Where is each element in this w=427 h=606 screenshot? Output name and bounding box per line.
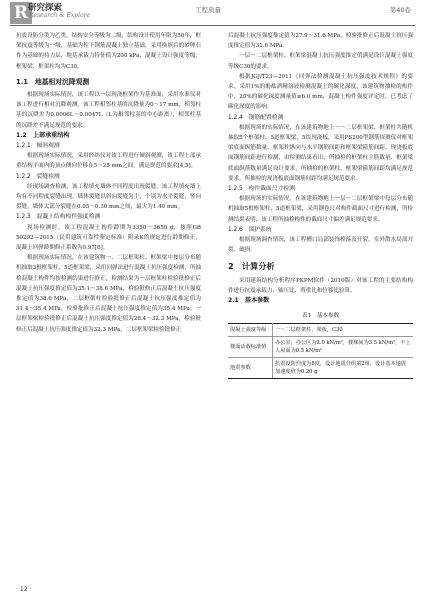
section-heading: 1.2 上部承重结构 [16,131,70,139]
paragraph: 采用建筑结构分析程序PKPM软件（2010版）对该工程的主要结构构件进行抗震承载力、轴压比、剪重比和位移比验算。 [228,277,413,294]
paragraph: 根据现场实际情况，采用经纬仪对该工程进行倾斜观测，该工程上部承重结构平面内的顶点侧向位移在5～25 mm之间，满足规范的要求[4,5]。 [16,153,201,170]
table-cell: 混凝土强度等级 [228,324,273,337]
table-caption: 表1 基本参数 [301,313,340,320]
paragraph: 根据现场实际情况，在该建筑物一、二层框架柱、框架梁中按层分布随机抽取3根框架柱、5道框架梁，采用回弹法进行混凝土抗压强度检测，所抽检混凝土构件均按检测结果进行修正，检测结果为一层框架柱检验批修正后混凝土抗压强度推定值为35.1～38.6 MPa，检验批修正后混凝土抗压强度推定值为38.6 MPa，二层框架柱检验批修正后混凝土抗压强度推定值为31.4～35.4 MPa，检验批修正后混凝土抗压强度推定值为35.4 MPa；一层框架梁检验批修正后混凝土抗压强度推定值为28.4～32.3 MPa，检验批修正后混凝土抗压强度推定值为32.3 MPa，二层框架梁检验批修正 [16,255,201,333]
parameters-table [228,323,413,379]
paragraph: 根据现场的实际情况，在该建筑物地上一层～二层框架梁中每层分布随机抽取5根框架柱、5道框架梁，采用钢卷尺对构件截面尺寸进行检测，所检测结果表明，该工程所抽检构件的截面尺寸偏差满足规范要求。 [228,196,413,223]
journal-logo: R [10,2,32,24]
header-rule [10,25,415,26]
table-row [228,337,413,358]
page-number: · 12 · [16,586,32,593]
subsection-heading: 1.2.6 围护系统 [228,226,272,233]
paragraph: 后混凝土抗压强度推定值为27.9～31.6 MPa，检验批修正后混凝土抗压强度推定值为31.6 MPa。 [228,33,413,50]
volume-label: 第40卷 [389,6,411,14]
paragraph: 经现场调查检测，该工程填充墙体不同程度出现裂缝，该工程填充墙上均有不同程度裂缝出现，墙体裂缝以斜向裂缝为主，个别为水平裂缝，竖向裂缝。墙体大部分裂缝在0.05～0.30 mm之间，最大为1.40 mm。 [16,183,201,211]
paragraph: 根据现场调查情况，该工程槽口局部装饰掉落及开裂，室外散水局部开裂、破损。 [228,237,413,254]
table-cell: 一～二层框架柱，梁板，C30 [273,324,414,337]
subsection-heading: 1.2.3 混凝土结构构件强度检测 [16,214,101,221]
left-column [16,31,201,335]
table-cell: 地震参数 [228,358,273,379]
subsection-heading: 1.2.1 倾斜观测 [16,143,60,150]
table-row [228,358,413,379]
subsection-heading: 1.2.5 构件截面尺寸检测 [228,186,295,193]
paragraph: 根据现场的实际情况，在该建筑物地上一～二层框架梁、框架柱共随机抽取5个框架柱、5道框架梁，5块现浇板，采用PS200型钢筋探测仪对框架梁底面纵筋数量、框架柱纵向与水平钢筋间距和框架梁箍筋间距、现浇板底面钢筋间距进行检测，由检测结果看出，所抽检的框架柱主筋数量、框架梁底面纵筋数量满足设计要求，所抽检的框架柱、框架梁箍筋间距均满足规范要求，所抽检的现浇板底面钢筋间距均满足规范要求。 [228,124,413,182]
paragraph: 根据JGJ/T23—2011《回弹法检测混凝土抗压强度技术规程》的要求，采用1%的酚酞酒精溶液检测混凝土的碳化深度，该建筑物抽检的构件中，20%的碳化深度测量值≥6.0 mm，混凝土构件强度评定时，已考虑了碳化深度的影响。 [228,73,413,111]
section-heading: 1.1 地基相对沉降观测 [16,77,90,86]
paragraph: 现场检测时，该工程混凝土构件龄期为3350～3650 d，按照GB 50292—2015（民用建筑可靠性鉴定标准）附录K的规定进行龄期修正，混凝土回弹龄期修正系数为0.97[6]。 [16,224,201,252]
section-heading: 2.1 基本参数 [228,297,270,305]
table-cell: 抗震设防烈度为8度，设计地震分组第2组，设计基本地震加速度值为0.20 g [273,358,414,379]
paragraph: 抗震设防分类为乙类，结构安全等级为二级，结构设计使用年限为50年，框架抗震等级为一级，基础为柱下钢筋混凝土独立基础，采用换填后的砂卵石作为基础的持力层，地基承载力特征值为200 kPa，混凝土设计强度等级：框架梁、框架柱均为C30。 [16,33,201,70]
subsection-heading: 1.2.2 裂缝检测 [16,173,60,180]
page-header [0,0,427,27]
journal-name-en: Research & Explore [29,12,91,19]
table-row [228,324,413,337]
paragraph: 根据现场实际情况，该工程以一层现浇框架作为基准面，采用水准仪对该工程进行相对沉降观测，该工程相邻柱基的沉降量为0～17 mm，相邻柱基的沉降差为0.0006L～0.0047L（L为相邻柱基的中心距离），相邻柱基的沉降差不满足规范的要求。 [16,92,201,129]
subsection-heading: 1.2.4 钢筋配置检测 [228,114,284,121]
table-cell: 楼面活载标准值 [228,337,273,358]
table-cell: 办公室，办公区为2.0 kN/m²，楼梯间为3.5 kN/m²，不上人屋面为0.5 kN/m² [273,337,414,358]
running-title: 工程质量 [195,6,221,14]
journal-name-cn: 研究探索 [28,3,63,13]
right-column [228,31,413,379]
section-heading: 2 计算分析 [228,261,275,272]
paragraph: 一层～二层框架柱、框架梁混凝土抗压强度推定值满足设计混凝土强度等级C30的要求。 [228,53,413,70]
